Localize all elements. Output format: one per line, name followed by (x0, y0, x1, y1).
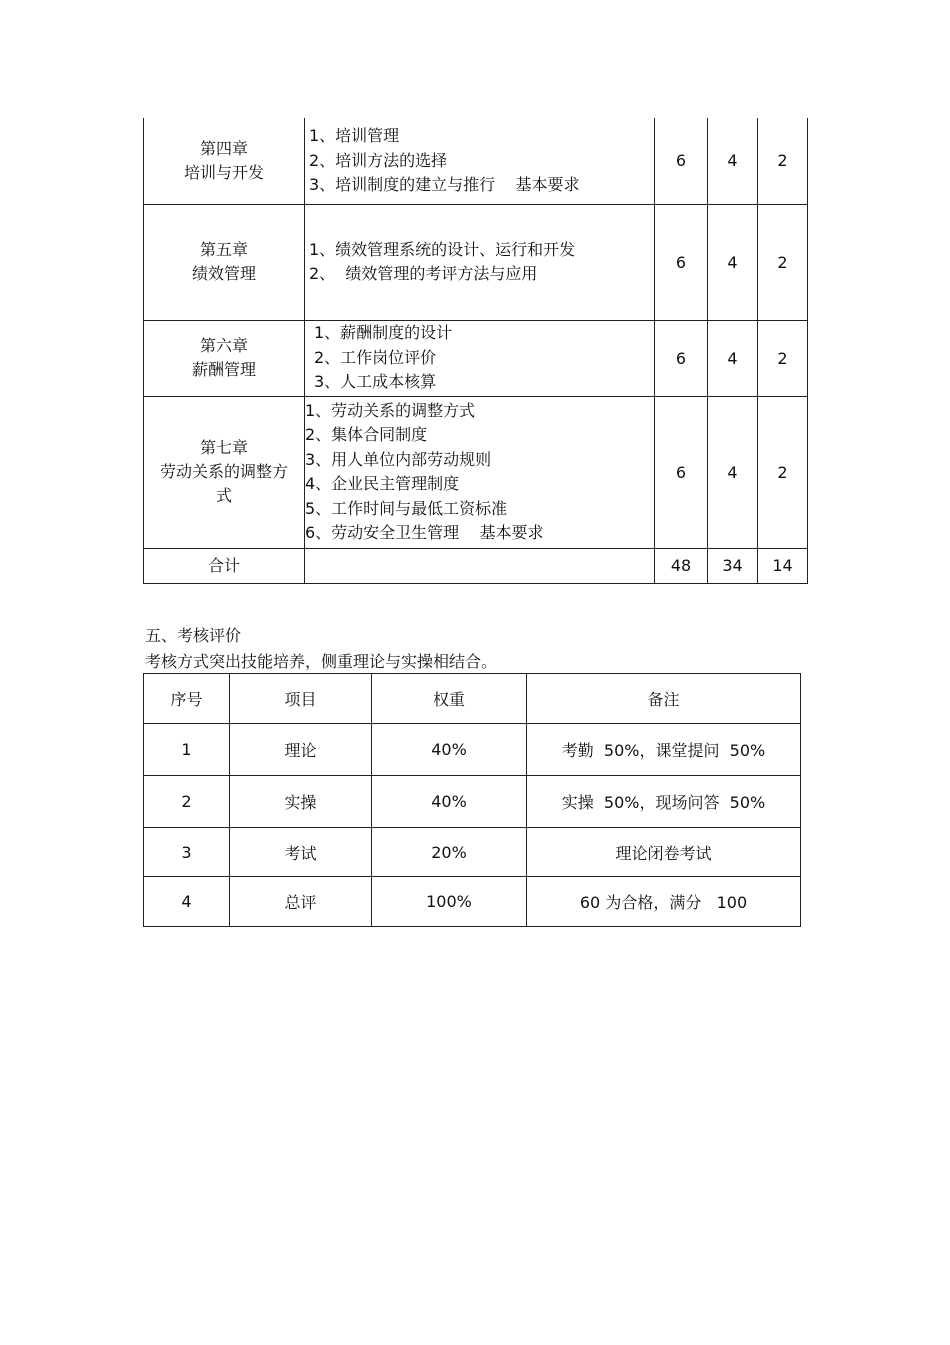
cell-weight: 40% (372, 724, 527, 776)
summary-total: 48 (655, 548, 708, 583)
section-heading: 五、考核评价 (145, 626, 242, 645)
practice-hours-cell: 2 (758, 204, 808, 320)
chapter-title: 培训与开发 (183, 162, 264, 182)
summary-content (305, 548, 655, 583)
theory-hours-cell: 4 (708, 396, 758, 548)
header-index: 序号 (144, 674, 230, 724)
summary-label: 合计 (144, 548, 305, 583)
chapter-title: 绩效管理 (191, 264, 256, 283)
cell-note: 考勤 50%，课堂提问 50% (527, 724, 801, 776)
header-note: 备注 (527, 674, 801, 724)
content-line: 1、劳动关系的调整方式 (305, 400, 476, 420)
content-cell (305, 396, 655, 548)
content-line: 2、集体合同制度 (305, 425, 428, 444)
practice-hours-cell: 2 (758, 396, 808, 548)
content-line: 6、劳动安全卫生管理 基本要求 (305, 523, 544, 542)
chapter-title-cont: 式 (215, 486, 232, 505)
summary-row (144, 548, 808, 583)
cell-index: 1 (144, 724, 230, 776)
total-hours-cell: 6 (655, 320, 708, 396)
schedule-table (143, 118, 808, 584)
section-intro: 考核方式突出技能培养，侧重理论与实操相结合。 (145, 652, 498, 671)
content-line: 5、工作时间与最低工资标准 (305, 498, 508, 518)
table-header-row (144, 674, 801, 724)
table-row (144, 396, 808, 548)
table-row (144, 118, 808, 204)
summary-practice: 14 (758, 548, 808, 583)
table-row (144, 724, 801, 776)
content-cell (305, 204, 655, 320)
cell-note: 理论闭卷考试 (527, 828, 801, 877)
chapter-number: 第四章 (199, 138, 248, 158)
chapter-number: 第六章 (199, 336, 248, 355)
cell-item: 考试 (230, 828, 372, 877)
content-line: 2、 绩效管理的考评方法与应用 (309, 264, 538, 283)
content-line: 1、绩效管理系统的设计、运行和开发 (309, 239, 576, 259)
table-row (144, 828, 801, 877)
content-line: 3、用人单位内部劳动规则 (305, 449, 492, 469)
cell-index: 2 (144, 776, 230, 828)
table-row (144, 204, 808, 320)
table-row (144, 320, 808, 396)
table-row (144, 877, 801, 927)
chapter-title: 薪酬管理 (191, 360, 256, 379)
total-hours-cell: 6 (655, 118, 708, 204)
cell-note: 60 为合格，满分 100 (527, 877, 801, 927)
assessment-table (143, 673, 801, 927)
practice-hours-cell: 2 (758, 118, 808, 204)
chapter-number: 第五章 (199, 240, 248, 259)
chapter-cell (144, 118, 305, 204)
chapter-cell (144, 204, 305, 320)
theory-hours-cell: 4 (708, 320, 758, 396)
content-cell (305, 320, 655, 396)
cell-weight: 40% (372, 776, 527, 828)
cell-item: 总评 (230, 877, 372, 927)
content-line: 1、薪酬制度的设计 (314, 323, 453, 343)
content-line: 4、企业民主管理制度 (305, 474, 460, 493)
total-hours-cell: 6 (655, 204, 708, 320)
header-weight: 权重 (372, 674, 527, 724)
content-line: 3、人工成本核算 (314, 372, 437, 392)
cell-note: 实操 50%，现场问答 50% (527, 776, 801, 828)
content-line: 2、工作岗位评价 (314, 347, 437, 367)
chapter-cell (144, 320, 305, 396)
theory-hours-cell: 4 (708, 118, 758, 204)
content-line: 1、培训管理 (309, 126, 400, 145)
chapter-cell (144, 396, 305, 548)
table-row (144, 776, 801, 828)
summary-theory: 34 (708, 548, 758, 583)
cell-weight: 100% (372, 877, 527, 927)
content-cell (305, 118, 655, 204)
content-line: 3、培训制度的建立与推行 基本要求 (309, 175, 580, 194)
cell-index: 3 (144, 828, 230, 877)
content-line: 2、培训方法的选择 (309, 150, 448, 170)
total-hours-cell: 6 (655, 396, 708, 548)
cell-weight: 20% (372, 828, 527, 877)
cell-item: 实操 (230, 776, 372, 828)
practice-hours-cell: 2 (758, 320, 808, 396)
cell-index: 4 (144, 877, 230, 927)
header-item: 项目 (230, 674, 372, 724)
cell-item: 理论 (230, 724, 372, 776)
chapter-title: 劳动关系的调整方 (159, 462, 288, 481)
theory-hours-cell: 4 (708, 204, 758, 320)
chapter-number: 第七章 (199, 438, 248, 457)
